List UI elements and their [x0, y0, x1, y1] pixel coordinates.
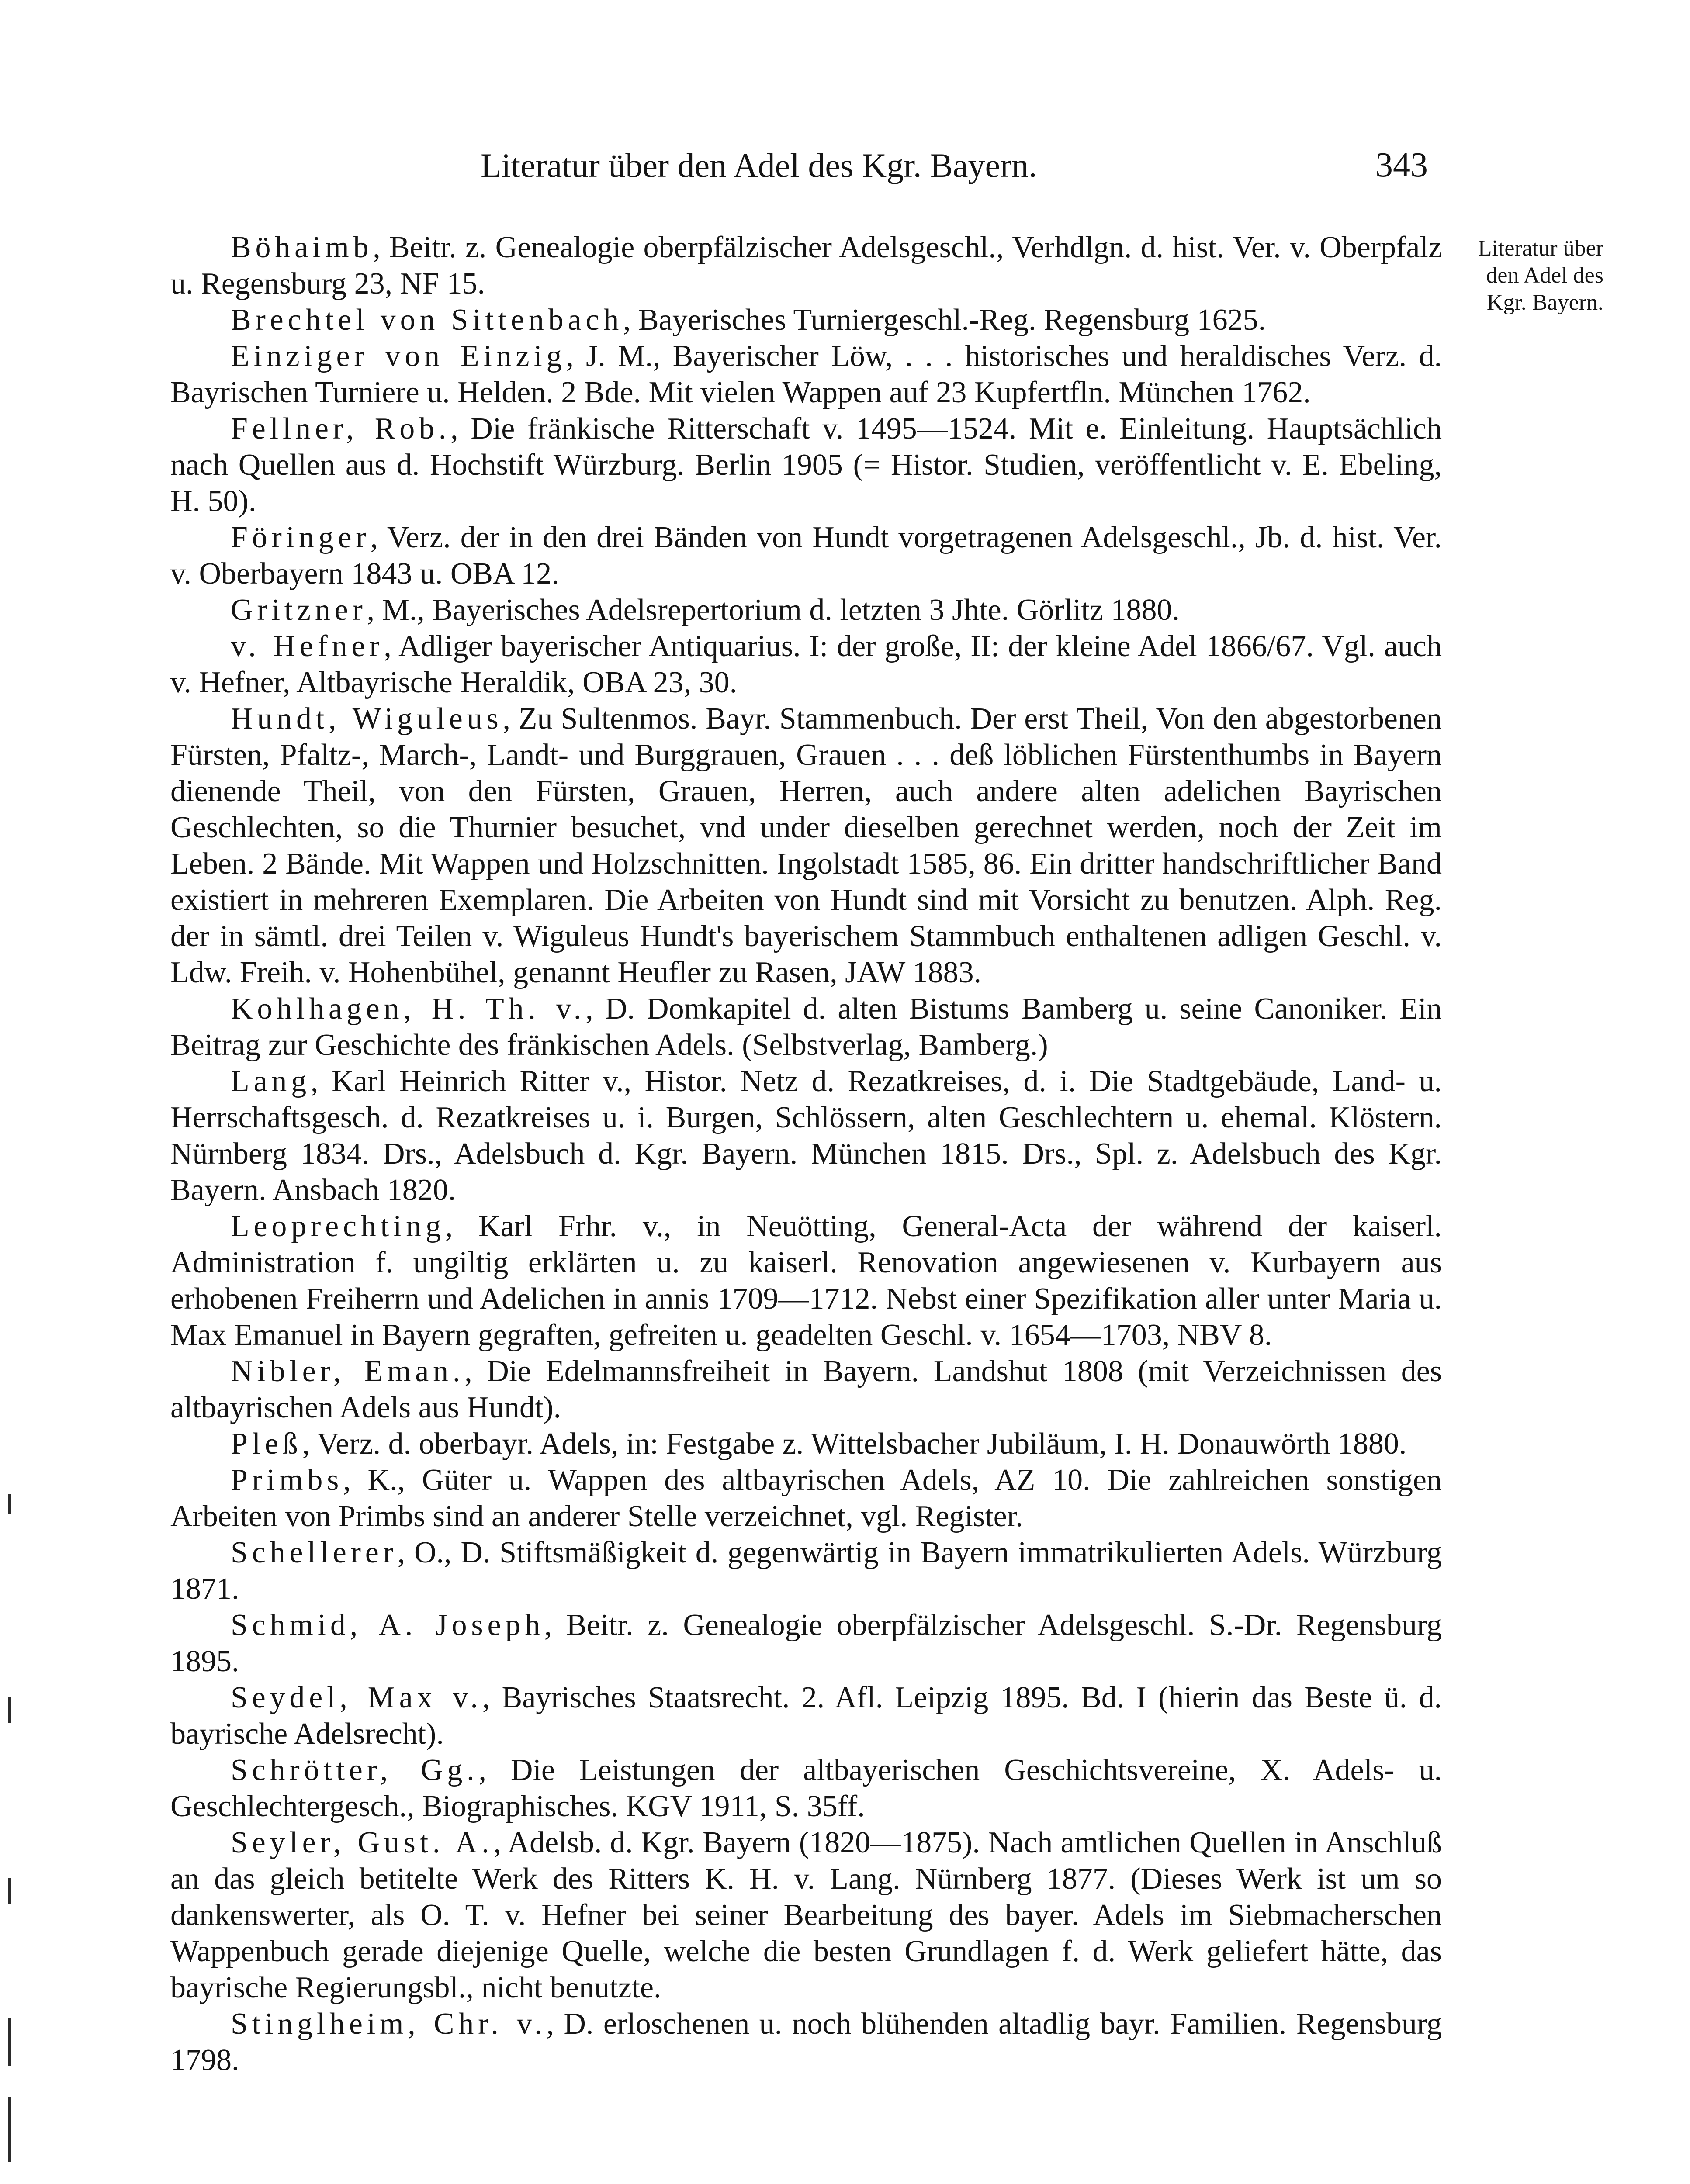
entry-text: , Bayrisches Staatsrecht. 2. Afl. Leipzig 1895. Bd. I (hierin das Beste ü. d. bayrische Adelsrecht). [170, 1681, 1442, 1751]
bibliography-list [170, 229, 1442, 2078]
bibliography-entry [170, 229, 1442, 302]
entry-author: Stinglheim, Chr. v. [231, 2007, 547, 2041]
entry-text: , Bayerisches Turniergeschl.-Reg. Regensburg 1625. [623, 303, 1266, 337]
entry-text: , Beitr. z. Genealogie oberpfälzischer Adelsgeschl. S.-Dr. Regensburg 1895. [170, 1608, 1442, 1678]
scan-edge-mark [8, 1494, 11, 1514]
scan-edge-mark [8, 2018, 11, 2066]
bibliography-entry [170, 1208, 1442, 1353]
entry-author: Föringer [231, 521, 371, 554]
entry-text: , Karl Heinrich Ritter v., Histor. Netz d. Rezatkreises, d. i. Die Stadtgebäude, Land- u. Herrschaftsgesch. d. Rezatkreises u. i. Burgen, Schlössern, alten Geschlechtern u. ehemal. Klöstern. Nürnberg 1834. Drs., Adelsbuch d. Kgr. Bayern. München 1815. Drs., Spl. z. Adelsbuch des Kgr. Bayern. Ansbach 1820. [170, 1064, 1442, 1207]
entry-text: , Die fränkische Ritterschaft v. 1495—1524. Mit e. Einleitung. Hauptsächlich nach Quellen aus d. Hochstift Würzburg. Berlin 1905 (= Histor. Studien, veröffentlicht v. E. Ebeling, H. 50). [170, 412, 1442, 518]
entry-author: Lang [231, 1064, 311, 1098]
bibliography-entry [170, 411, 1442, 519]
entry-text: , O., D. Stiftsmäßigkeit d. gegenwärtig in Bayern immatrikulierten Adels. Würzburg 1871. [170, 1536, 1442, 1606]
margin-note [1446, 235, 1603, 316]
entry-text: , Beitr. z. Genealogie oberpfälzischer Adelsgeschl., Verhdlgn. d. hist. Ver. v. Oberpfalz u. Regensburg 23, NF 15. [170, 231, 1442, 301]
page-number: 343 [1375, 146, 1428, 184]
bibliography-entry [170, 519, 1442, 592]
bibliography-entry [170, 1607, 1442, 1679]
margin-note-line: Literatur über [1478, 236, 1603, 261]
entry-author: Einziger von Einzig [231, 339, 566, 373]
entry-author: Schrötter, Gg. [231, 1753, 479, 1787]
entry-author: Böhaimb [231, 231, 373, 264]
entry-author: Pleß [231, 1427, 302, 1461]
bibliography-entry [170, 991, 1442, 1063]
entry-author: Kohlhagen, H. Th. v. [231, 992, 586, 1026]
bibliography-entry [170, 1534, 1442, 1607]
bibliography-entry [170, 1426, 1442, 1462]
entry-text: , J. M., Bayerischer Löw, . . . historisches und heraldisches Verz. d. Bayrischen Turniere u. Helden. 2 Bde. Mit vielen Wappen auf 23 Kupfertfln. München 1762. [170, 339, 1442, 409]
bibliography-entry [170, 592, 1442, 628]
bibliography-entry [170, 701, 1442, 991]
bibliography-entry [170, 1063, 1442, 1208]
entry-text: , Verz. d. oberbayr. Adels, in: Festgabe z. Wittelsbacher Jubiläum, I. H. Donauwörth 1880. [302, 1427, 1407, 1461]
entry-author: Schellerer [231, 1536, 398, 1569]
entry-author: Nibler, Eman. [231, 1355, 465, 1388]
entry-text: , Verz. der in den drei Bänden von Hundt vorgetragenen Adelsgeschl., Jb. d. hist. Ver. v. Oberbayern 1843 u. OBA 12. [170, 521, 1442, 591]
entry-author: Schmid, A. Joseph [231, 1608, 544, 1642]
entry-author: Hundt, Wiguleus [231, 702, 503, 736]
bibliography-entry [170, 338, 1442, 411]
bibliography-entry [170, 1462, 1442, 1534]
entry-author: v. Hefner [231, 629, 384, 663]
entry-author: Fellner, Rob. [231, 412, 451, 446]
entry-author: Seydel, Max v. [231, 1681, 482, 1714]
margin-note-line: Kgr. Bayern. [1486, 290, 1603, 315]
running-title: Literatur über den Adel des Kgr. Bayern. [481, 146, 1037, 184]
bibliography-entry [170, 1752, 1442, 1825]
scan-edge-mark [8, 1697, 11, 1723]
bibliography-entry [170, 1825, 1442, 2006]
entry-text: , Adelsb. d. Kgr. Bayern (1820—1875). Nach amtlichen Quellen in Anschluß an das gleich betitelte Werk des Ritters K. H. v. Lang. Nürnberg 1877. (Dieses Werk ist um so dankenswerter, als O. T. v. Hefner bei seiner Bearbeitung des bayer. Adels im Siebmacherschen Wappenbuch gerade diejenige Quelle, welche die besten Grundlagen f. d. Werk geliefert hätte, das bayrische Regierungsbl., nicht benutzte. [170, 1826, 1442, 2004]
entry-text: , K., Güter u. Wappen des altbayrischen Adels, AZ 10. Die zahlreichen sonstigen Arbeiten von Primbs sind an anderer Stelle verzeichnet, vgl. Register. [170, 1463, 1442, 1533]
scan-edge-mark [8, 2097, 11, 2162]
bibliography-entry [170, 1679, 1442, 1752]
entry-text: , Die Leistungen der altbayerischen Geschichtsvereine, X. Adels- u. Geschlechtergesch., Biographisches. KGV 1911, S. 35ff. [170, 1753, 1442, 1823]
entry-text: , Adliger bayerischer Antiquarius. I: der große, II: der kleine Adel 1866/67. Vgl. auch v. Hefner, Altbayrische Heraldik, OBA 23, 30. [170, 629, 1442, 699]
scan-edge-mark [8, 1878, 11, 1904]
entry-text: , Die Edelmannsfreiheit in Bayern. Landshut 1808 (mit Verzeichnissen des altbayrischen Adels aus Hundt). [170, 1355, 1442, 1424]
margin-note-line: den Adel des [1486, 263, 1603, 288]
entry-author: Gritzner [231, 593, 367, 627]
entry-author: Primbs [231, 1463, 343, 1497]
entry-text: , D. Domkapitel d. alten Bistums Bamberg u. seine Canoniker. Ein Beitrag zur Geschichte des fränkischen Adels. (Selbstverlag, Bamberg.) [170, 992, 1442, 1062]
bibliography-entry [170, 302, 1442, 338]
bibliography-entry [170, 2006, 1442, 2078]
bibliography-entry [170, 1353, 1442, 1426]
entry-text: , Karl Frhr. v., in Neuötting, General-Acta der während der kaiserl. Administration f. ungiltig erklärten u. zu kaiserl. Renovation angewiesenen v. Kurbayern aus erhobenen Freiherrn und Adelichen in annis 1709—1712. Nebst einer Spezifikation aller unter Maria u. Max Emanuel in Bayern gegraften, gefreiten u. geadelten Geschl. v. 1654—1703, NBV 8. [170, 1209, 1442, 1352]
entry-text: , D. erloschenen u. noch blühenden altadlig bayr. Familien. Regensburg 1798. [170, 2007, 1442, 2077]
entry-author: Seyler, Gust. A. [231, 1826, 494, 1859]
entry-author: Brechtel von Sittenbach [231, 303, 623, 337]
entry-text: , M., Bayerisches Adelsrepertorium d. letzten 3 Jhte. Görlitz 1880. [367, 593, 1180, 627]
entry-author: Leoprechting [231, 1209, 445, 1243]
entry-text: , Zu Sultenmos. Bayr. Stammenbuch. Der erst Theil, Von den abgestorbenen Fürsten, Pfaltz-, March-, Landt- und Burggrauen, Grauen . . . deß löblichen Fürstenthumbs in Bayern dienende Theil, von den Fürsten, Grauen, Herren, auch andere alten adelichen Bayrischen Geschlechten, so die Thurnier besuchet, vnd under dieselben gerechnet werden, noch der Zeit im Leben. 2 Bände. Mit Wappen und Holzschnitten. Ingolstadt 1585, 86. Ein dritter handschriftlicher Band existiert in mehreren Exemplaren. Die Arbeiten von Hundt sind mit Vorsicht zu benutzen. Alph. Reg. der in sämtl. drei Teilen v. Wiguleus Hundt's bayerischem Stammbuch enthaltenen adligen Geschl. v. Ldw. Freih. v. Hohenbühel, genannt Heufler zu Rasen, JAW 1883. [170, 702, 1442, 989]
bibliography-entry [170, 628, 1442, 701]
